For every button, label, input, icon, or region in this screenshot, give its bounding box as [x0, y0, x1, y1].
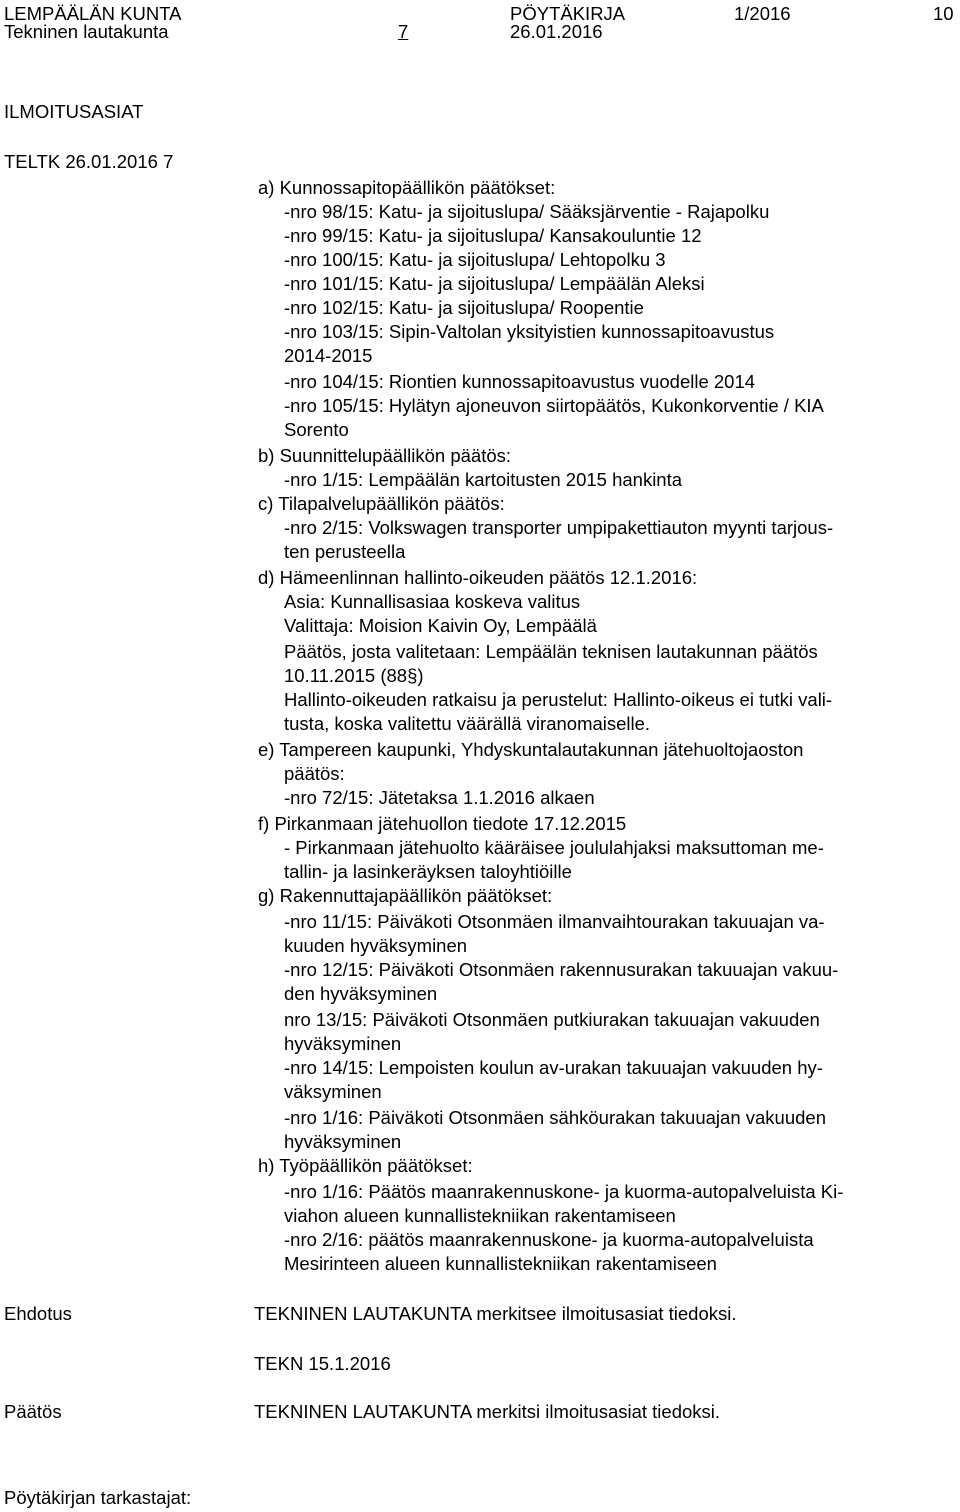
item-f-heading: f) Pirkanmaan jätehuollon tiedote 17.12.2015 [258, 813, 627, 834]
minutes-checkers-label: Pöytäkirjan tarkastajat: [4, 1487, 192, 1508]
list-item: tallin- ja lasinkeräyksen taloyhtiöille [284, 861, 572, 882]
list-item: Hallinto-oikeuden ratkaisu ja perustelut: Hallinto-oikeus ei tutki vali- [284, 689, 833, 710]
list-item: 2014-2015 [284, 345, 373, 366]
section-number: 7 [398, 21, 409, 42]
list-item: päätös: [284, 763, 345, 784]
list-item: -nro 11/15: Päiväkoti Otsonmäen ilmanvaihtourakan takuuajan va- [284, 911, 825, 932]
list-item: -nro 2/15: Volkswagen transporter umpipakettiauton myynti tarjous- [284, 517, 834, 538]
list-item: kuuden hyväksyminen [284, 935, 468, 956]
item-g-heading: g) Rakennuttajapäällikön päätökset: [258, 885, 553, 906]
list-item: Mesirinteen alueen kunnallistekniikan rakentamiseen [284, 1253, 717, 1274]
committee-name: Tekninen lautakunta [4, 21, 169, 42]
item-c-heading: c) Tilapalvelupäällikön päätös: [258, 493, 505, 514]
list-item: tusta, koska valitettu väärällä viranomaiselle. [284, 713, 651, 734]
list-item: Valittaja: Moision Kaivin Oy, Lempäälä [284, 615, 597, 636]
list-item: 10.11.2015 (88§) [284, 665, 424, 686]
list-item: -nro 2/16: päätös maanrakennuskone- ja kuorma-autopalveluista [284, 1229, 814, 1250]
item-e-heading: e) Tampereen kaupunki, Yhdyskuntalautakunnan jätehuoltojaoston [258, 739, 804, 760]
meeting-date: 26.01.2016 [510, 21, 603, 42]
list-item: -nro 99/15: Katu- ja sijoituslupa/ Kansakouluntie 12 [284, 225, 702, 246]
list-item: -nro 100/15: Katu- ja sijoituslupa/ Lehtopolku 3 [284, 249, 666, 270]
list-item: Päätös, josta valitetaan: Lempäälän teknisen lautakunnan päätös [284, 641, 818, 662]
list-item: -nro 1/15: Lempäälän kartoitusten 2015 hankinta [284, 469, 683, 490]
tekn-reference: TEKN 15.1.2016 [254, 1353, 391, 1374]
list-item: viahon alueen kunnallistekniikan rakentamiseen [284, 1205, 676, 1226]
list-item: -nro 1/16: Päätös maanrakennuskone- ja kuorma-autopalveluista Ki- [284, 1181, 844, 1202]
list-item: väksyminen [284, 1081, 382, 1102]
list-item: -nro 104/15: Riontien kunnossapitoavustus vuodelle 2014 [284, 371, 756, 392]
list-item: Sorento [284, 419, 349, 440]
page-number: 10 [933, 3, 954, 24]
item-h-heading: h) Työpäällikön päätökset: [258, 1155, 473, 1176]
list-item: hyväksyminen [284, 1033, 402, 1054]
item-d-heading: d) Hämeenlinnan hallinto-oikeuden päätös 12.1.2016: [258, 567, 698, 588]
list-item: ten perusteella [284, 541, 406, 562]
list-item: -nro 12/15: Päiväkoti Otsonmäen rakennusurakan takuuajan vakuu- [284, 959, 839, 980]
decision-label: Päätös [4, 1401, 62, 1422]
document-number: 1/2016 [734, 3, 791, 24]
reference-line: TELTK 26.01.2016 7 [4, 151, 174, 172]
list-item: -nro 72/15: Jätetaksa 1.1.2016 alkaen [284, 787, 595, 808]
list-item: -nro 98/15: Katu- ja sijoituslupa/ Sääksjärventie - Rajapolku [284, 201, 770, 222]
list-item: -nro 102/15: Katu- ja sijoituslupa/ Roopentie [284, 297, 644, 318]
list-item: -nro 105/15: Hylätyn ajoneuvon siirtopäätös, Kukonkorventie / KIA [284, 395, 824, 416]
list-item: Asia: Kunnallisasiaa koskeva valitus [284, 591, 581, 612]
decision-text: TEKNINEN LAUTAKUNTA merkitsi ilmoitusasiat tiedoksi. [254, 1401, 721, 1422]
municipality-name: LEMPÄÄLÄN KUNTA [4, 3, 182, 24]
list-item: -nro 1/16: Päiväkoti Otsonmäen sähköurakan takuuajan vakuuden [284, 1107, 826, 1128]
list-item: -nro 14/15: Lempoisten koulun av-urakan takuuajan vakuuden hy- [284, 1057, 823, 1078]
list-item: den hyväksyminen [284, 983, 438, 1004]
document-type: PÖYTÄKIRJA [510, 3, 626, 24]
section-title: ILMOITUSASIAT [4, 101, 144, 122]
item-b-heading: b) Suunnittelupäällikön päätös: [258, 445, 512, 466]
list-item: - Pirkanmaan jätehuolto kääräisee joululahjaksi maksuttoman me- [284, 837, 824, 858]
proposal-label: Ehdotus [4, 1303, 72, 1324]
proposal-text: TEKNINEN LAUTAKUNTA merkitsee ilmoitusasiat tiedoksi. [254, 1303, 737, 1324]
list-item: nro 13/15: Päiväkoti Otsonmäen putkiurakan takuuajan vakuuden [284, 1009, 820, 1030]
list-item: hyväksyminen [284, 1131, 402, 1152]
list-item: -nro 101/15: Katu- ja sijoituslupa/ Lempäälän Aleksi [284, 273, 705, 294]
list-item: -nro 103/15: Sipin-Valtolan yksityistien kunnossapitoavustus [284, 321, 775, 342]
item-a-heading: a) Kunnossapitopäällikön päätökset: [258, 177, 556, 198]
